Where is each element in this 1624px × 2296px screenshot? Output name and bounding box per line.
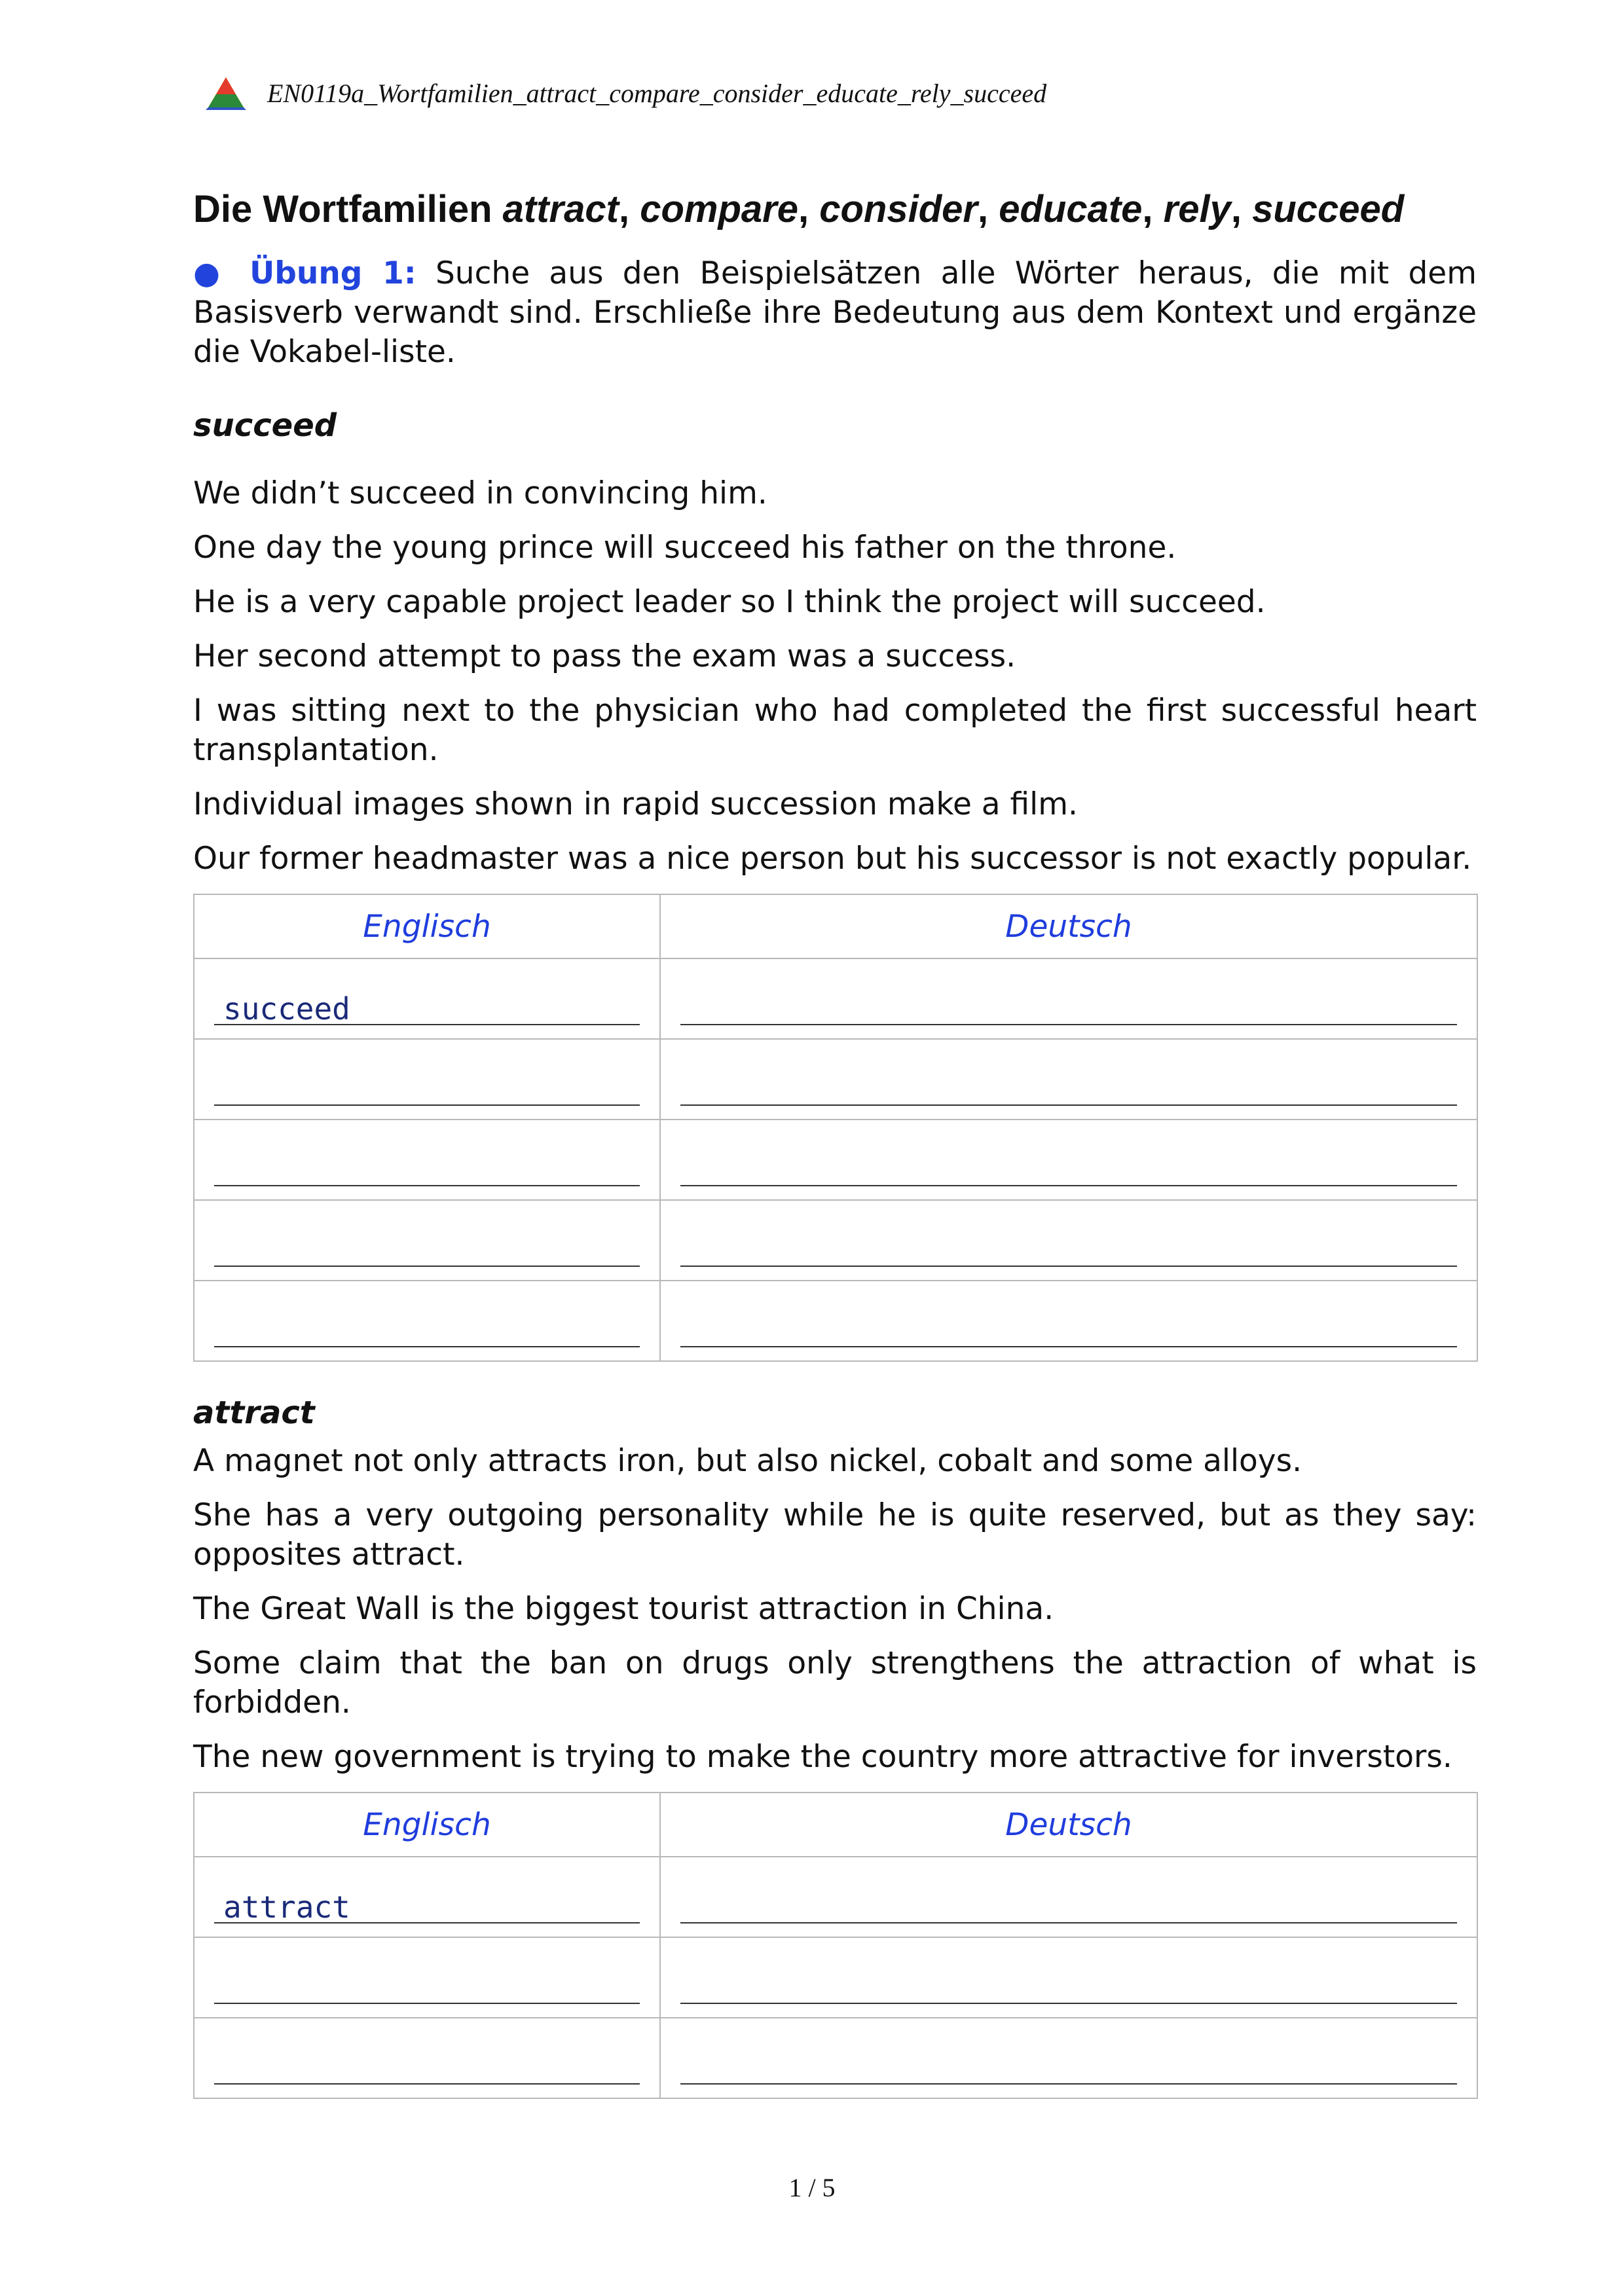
write-line <box>680 1346 1457 1347</box>
section-title-attract: attract <box>193 1394 315 1431</box>
english-cell[interactable] <box>194 1039 660 1120</box>
example-sentence: The Great Wall is the biggest tourist attraction in China. <box>193 1591 1054 1627</box>
example-sentence: One day the young prince will succeed his father on the throne. <box>193 530 1177 566</box>
example-sentence: The new government is trying to make the country more attractive for inverstors. <box>193 1739 1452 1775</box>
german-cell[interactable] <box>660 1120 1477 1200</box>
page-header <box>203 73 1046 113</box>
write-line <box>214 1922 640 1923</box>
write-line <box>214 1024 640 1025</box>
title-word: educate <box>999 188 1143 230</box>
example-sentence: A magnet not only attracts iron, but also nickel, cobalt and some alloys. <box>193 1443 1302 1479</box>
german-cell[interactable] <box>660 2018 1477 2098</box>
example-sentence: Our former headmaster was a nice person but his successor is not exactly popular. <box>193 841 1472 877</box>
section-title-succeed: succeed <box>193 407 337 444</box>
english-cell[interactable] <box>194 1281 660 1361</box>
write-line <box>680 2083 1457 2085</box>
german-cell[interactable] <box>660 1937 1477 2018</box>
title-separator: , <box>798 188 820 230</box>
example-sentence: Some claim that the ban on drugs only strengthens the attraction of what is forbidden. <box>193 1645 1477 1721</box>
title-word: consider <box>819 188 978 230</box>
pyramid-logo-icon <box>203 75 249 111</box>
column-header-german <box>660 894 1477 958</box>
table-row <box>194 1120 1477 1200</box>
example-sentence: Individual images shown in rapid succession make a film. <box>193 786 1078 822</box>
example-sentences-succeed <box>193 474 1477 879</box>
english-cell[interactable] <box>194 2018 660 2098</box>
page-title <box>193 183 1477 236</box>
example-sentences-attract <box>193 1442 1477 1777</box>
write-line <box>214 2083 640 2085</box>
exercise-instruction <box>193 254 1477 372</box>
title-word: succeed <box>1252 188 1405 230</box>
header-label: Englisch <box>363 1806 491 1843</box>
table-row <box>194 1857 1477 1937</box>
exercise-text: Suche aus den Beispielsätzen alle Wörter heraus, die mit dem Basisverb verwandt sind. Erschließe ihre Bedeutung aus dem Kontext und ergänze die Vokabel-liste. <box>193 255 1477 370</box>
document-code: EN0119a_Wortfamilien_attract_compare_consider_educate_rely_succeed <box>267 78 1047 108</box>
column-header-german <box>660 1793 1477 1857</box>
write-line <box>680 1266 1457 1267</box>
title-prefix: Die Wortfamilien <box>193 188 503 230</box>
write-line <box>214 1185 640 1186</box>
example-sentence: She has a very outgoing personality while he is quite reserved, but as they say: opposites attract. <box>193 1497 1477 1573</box>
title-separator: , <box>618 188 640 230</box>
example-sentence: Her second attempt to pass the exam was a success. <box>193 638 1016 674</box>
example-sentence: I was sitting next to the physician who had completed the first successful heart transplantation. <box>193 693 1477 768</box>
german-cell[interactable] <box>660 1281 1477 1361</box>
write-line <box>680 1104 1457 1106</box>
english-cell[interactable] <box>194 1857 660 1937</box>
write-line <box>680 1185 1457 1186</box>
table-row <box>194 1200 1477 1281</box>
write-line <box>214 1346 640 1347</box>
german-cell[interactable] <box>660 1857 1477 1937</box>
header-label: Deutsch <box>1005 908 1132 945</box>
example-sentence: He is a very capable project leader so I think the project will succeed. <box>193 584 1266 620</box>
write-line <box>214 2003 640 2004</box>
write-line <box>214 1266 640 1267</box>
german-cell[interactable] <box>660 958 1477 1039</box>
table-row <box>194 1281 1477 1361</box>
title-word: compare <box>640 188 798 230</box>
vocab-table-attract <box>193 1792 1478 2099</box>
title-word: attract <box>502 188 619 230</box>
exercise-label: ● Übung 1: <box>193 255 416 291</box>
write-line <box>680 2003 1457 2004</box>
handwritten-entry: attract <box>223 1889 350 1925</box>
handwritten-entry: succeed <box>223 991 350 1027</box>
english-cell[interactable] <box>194 1120 660 1200</box>
german-cell[interactable] <box>660 1039 1477 1120</box>
english-cell[interactable] <box>194 1937 660 2018</box>
german-cell[interactable] <box>660 1200 1477 1281</box>
write-line <box>214 1104 640 1106</box>
write-line <box>680 1922 1457 1923</box>
example-sentence: We didn’t succeed in convincing him. <box>193 475 767 511</box>
title-separator: , <box>1230 188 1253 230</box>
title-separator: , <box>1142 188 1164 230</box>
table-row <box>194 1039 1477 1120</box>
title-word: rely <box>1163 188 1231 230</box>
header-label: Deutsch <box>1005 1806 1132 1843</box>
table-row <box>194 958 1477 1039</box>
table-row <box>194 1937 1477 2018</box>
write-line <box>680 1024 1457 1025</box>
english-cell[interactable] <box>194 958 660 1039</box>
title-separator: , <box>977 188 999 230</box>
vocab-table-succeed <box>193 894 1478 1362</box>
english-cell[interactable] <box>194 1200 660 1281</box>
column-header-english <box>194 894 660 958</box>
page-number: 1 / 5 <box>788 2173 836 2202</box>
table-row <box>194 2018 1477 2098</box>
column-header-english <box>194 1793 660 1857</box>
header-label: Englisch <box>363 908 491 945</box>
